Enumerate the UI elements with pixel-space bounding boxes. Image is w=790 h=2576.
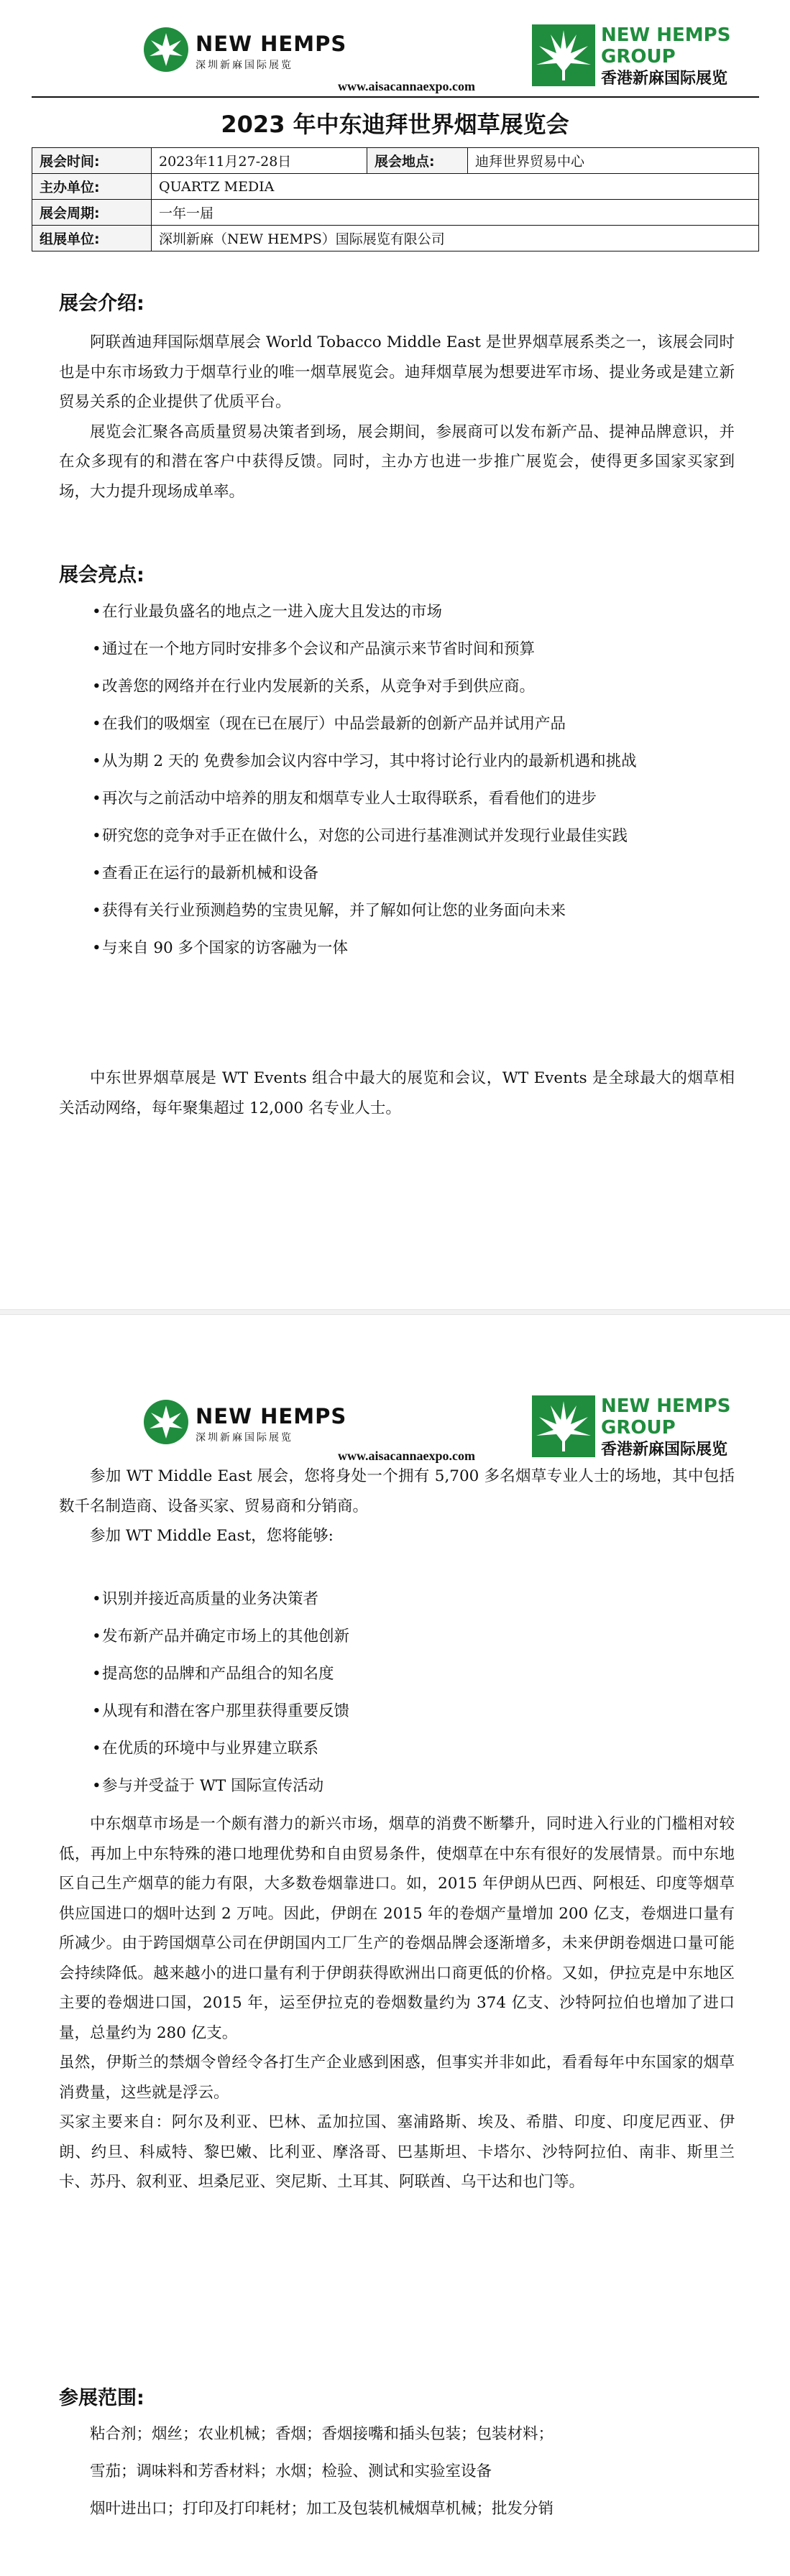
ban-paragraph: 虽然，伊斯兰的禁烟令曾经令各打生产企业感到困惑，但事实并非如此，看看每年中东国家的烟草消费量，这些就是浮云。 bbox=[59, 2054, 735, 2102]
exhibition-info-table bbox=[32, 147, 759, 251]
list-item: •从为期 2 天的 免费参加会议内容中学习，其中将讨论行业内的最新机遇和挑战 bbox=[92, 752, 637, 770]
logo-right-name-line1: NEW HEMPS bbox=[601, 1395, 731, 1417]
range-line: 烟叶进出口；打印及打印耗材；加工及包装机械烟草机械；批发分销 bbox=[90, 2500, 554, 2518]
table-row bbox=[32, 174, 759, 200]
intro-paragraph-2: 展览会汇聚各高质量贸易决策者到场，展会期间，参展商可以发布新产品、提神品牌意识，并在众多现有的和潜在客户中获得反馈。同时，主办方也进一步推广展览会，使得更多国家买家到场，大力提升现场成单率。 bbox=[59, 423, 735, 501]
market-paragraph: 中东烟草市场是一个颇有潜力的新兴市场，烟草的消费不断攀升，同时进入行业的门槛相对较低，再加上中东特殊的港口地理优势和自由贸易条件，使烟草在中东有很好的发展情景。而中东地区自己生产烟草的能力有限，大多数卷烟靠进口。如，2015 年伊朗从巴西、阿根廷、印度等烟草供应国进口的烟叶达到 2 万吨。因此，伊朗在 2015 年的卷烟产量增加 200 亿支，卷烟进口量有所减少。由于跨国烟草公司在伊朗国内工厂生产的卷烟品牌会逐渐增多，未来伊朗卷烟进口量可能会持续降低。越来越小的进口量有利于伊朗获得欧洲出口商更低的价格。又如，伊拉克是中东地区主要的卷烟进口国，2015 年，运至伊拉克的卷烟数量约为 374 亿支、沙特阿拉伯也增加了进口量，总量约为 280 亿支。 bbox=[59, 1815, 735, 2042]
logo-right-name-line1: NEW HEMPS bbox=[601, 24, 731, 46]
logo-right-subtitle: 香港新麻国际展览 bbox=[601, 1441, 728, 1459]
venue-label: 展会地点: bbox=[367, 148, 468, 174]
list-item: •从现有和潜在客户那里获得重要反馈 bbox=[92, 1702, 350, 1720]
range-heading: 参展范围: bbox=[59, 2387, 144, 2409]
list-item: •参与并受益于 WT 国际宣传活动 bbox=[92, 1777, 324, 1795]
list-item: •在我们的吸烟室（现在已在展厅）中品尝最新的创新产品并试用产品 bbox=[92, 715, 566, 733]
time-value: 2023年11月27-28日 bbox=[152, 148, 367, 174]
intro-heading: 展会介绍: bbox=[59, 292, 144, 315]
buyers-paragraph: 买家主要来自：阿尔及利亚、巴林、孟加拉国、塞浦路斯、埃及、希腊、印度、印度尼西亚、伊朗、约旦、科威特、黎巴嫩、比利亚、摩洛哥、巴基斯坦、卡塔尔、沙特阿拉伯、南非、斯里兰卡、苏丹、叙利亚、坦桑尼亚、突尼斯、土耳其、阿联酋、乌干达和也门等。 bbox=[59, 2113, 735, 2191]
market-text bbox=[59, 1809, 735, 2197]
list-item: •通过在一个地方同时安排多个会议和产品演示来节省时间和预算 bbox=[92, 640, 536, 658]
highlights-heading: 展会亮点: bbox=[59, 564, 144, 586]
organizer-label: 主办单位: bbox=[32, 174, 152, 200]
highlights-closing bbox=[59, 1063, 735, 1123]
logo-left-subtitle: 深圳新麻国际展览 bbox=[196, 1432, 293, 1444]
hemp-leaf-icon bbox=[144, 27, 188, 72]
hemp-leaf-icon bbox=[144, 1400, 188, 1444]
benefits-intro: 参加 WT Middle East，您将能够: bbox=[90, 1527, 334, 1545]
logo-right-name-line2: GROUP bbox=[601, 1417, 676, 1439]
page-header bbox=[0, 1315, 790, 1463]
list-item: •提高您的品牌和产品组合的知名度 bbox=[92, 1665, 334, 1683]
intro-paragraph-1: 阿联酋迪拜国际烟草展会 World Tobacco Middle East 是世界烟草展系类之一，该展会同时也是中东市场致力于烟草行业的唯一烟草展览会。迪拜烟草展为想要进军市场、提业务或是建立新贸易关系的企业提供了优质平台。 bbox=[59, 333, 735, 411]
cycle-value: 一年一届 bbox=[152, 200, 759, 226]
group-value: 深圳新麻（NEW HEMPS）国际展览有限公司 bbox=[152, 226, 759, 251]
website-url: www.aisacannaexpo.com bbox=[338, 79, 476, 93]
new-hemps-group-logo bbox=[532, 1395, 748, 1460]
new-hemps-group-logo bbox=[532, 24, 748, 89]
cannabis-leaf-icon bbox=[532, 1395, 595, 1457]
new-hemps-logo bbox=[144, 27, 347, 78]
logo-right-name-line2: GROUP bbox=[601, 46, 676, 68]
list-item: •查看正在运行的最新机械和设备 bbox=[92, 864, 319, 882]
logo-left-subtitle: 深圳新麻国际展览 bbox=[196, 60, 293, 71]
page-header bbox=[0, 0, 790, 101]
list-item: •在行业最负盛名的地点之一进入庞大且发达的市场 bbox=[92, 603, 443, 621]
participation-paragraph: 参加 WT Middle East 展会，您将身处一个拥有 5,700 多名烟草专业人士的场地，其中包括数千名制造商、设备买家、贸易商和分销商。 bbox=[59, 1467, 735, 1515]
list-item: •与来自 90 多个国家的访客融为一体 bbox=[92, 939, 349, 957]
list-item: •获得有关行业预测趋势的宝贵见解，并了解如何让您的业务面向未来 bbox=[92, 902, 566, 920]
range-line: 雪茄；调味料和芳香材料；水烟；检验、测试和实验室设备 bbox=[90, 2462, 492, 2480]
highlights-list bbox=[59, 598, 742, 971]
document-title: 2023 年中东迪拜世界烟草展览会 bbox=[221, 111, 569, 138]
list-item: •发布新产品并确定市场上的其他创新 bbox=[92, 1628, 350, 1645]
closing-paragraph: 中东世界烟草展是 WT Events 组合中最大的展览和会议，WT Events 是全球最大的烟草相关活动网络，每年聚集超过 12,000 名专业人士。 bbox=[59, 1069, 735, 1117]
benefits-list bbox=[59, 1585, 742, 1809]
range-list bbox=[59, 2420, 735, 2532]
new-hemps-logo bbox=[144, 1400, 347, 1450]
time-label: 展会时间: bbox=[32, 148, 152, 174]
intro-text bbox=[59, 328, 735, 507]
venue-value: 迪拜世界贸易中心 bbox=[468, 148, 759, 174]
participation-text bbox=[59, 1462, 735, 1551]
page-separator bbox=[0, 1309, 790, 1315]
list-item: •改善您的网络并在行业内发展新的关系，从竞争对手到供应商。 bbox=[92, 678, 536, 696]
logo-right-name bbox=[601, 1395, 730, 1439]
range-line: 粘合剂；烟丝；农业机械；香烟；香烟接嘴和插头包装；包装材料； bbox=[90, 2425, 554, 2443]
group-label: 组展单位: bbox=[32, 226, 152, 251]
list-item: •识别并接近高质量的业务决策者 bbox=[92, 1590, 319, 1608]
organizer-value: QUARTZ MEDIA bbox=[152, 174, 759, 200]
document-page-2 bbox=[0, 1315, 790, 2576]
table-row bbox=[32, 226, 759, 251]
table-row bbox=[32, 148, 759, 174]
list-item: •在优质的环境中与业界建立联系 bbox=[92, 1740, 319, 1758]
cycle-label: 展会周期: bbox=[32, 200, 152, 226]
website-url: www.aisacannaexpo.com bbox=[338, 1449, 476, 1463]
logo-left-name: NEW HEMPS bbox=[196, 1404, 347, 1428]
logo-right-name bbox=[601, 24, 730, 68]
cannabis-leaf-icon bbox=[532, 24, 595, 86]
logo-right-subtitle: 香港新麻国际展览 bbox=[601, 70, 728, 88]
table-row bbox=[32, 200, 759, 226]
list-item: •研究您的竞争对手正在做什么，对您的公司进行基准测试并发现行业最佳实践 bbox=[92, 827, 628, 845]
list-item: •再次与之前活动中培养的朋友和烟草专业人士取得联系，看看他们的进步 bbox=[92, 790, 597, 808]
header-divider bbox=[32, 96, 759, 98]
logo-left-name: NEW HEMPS bbox=[196, 32, 347, 56]
